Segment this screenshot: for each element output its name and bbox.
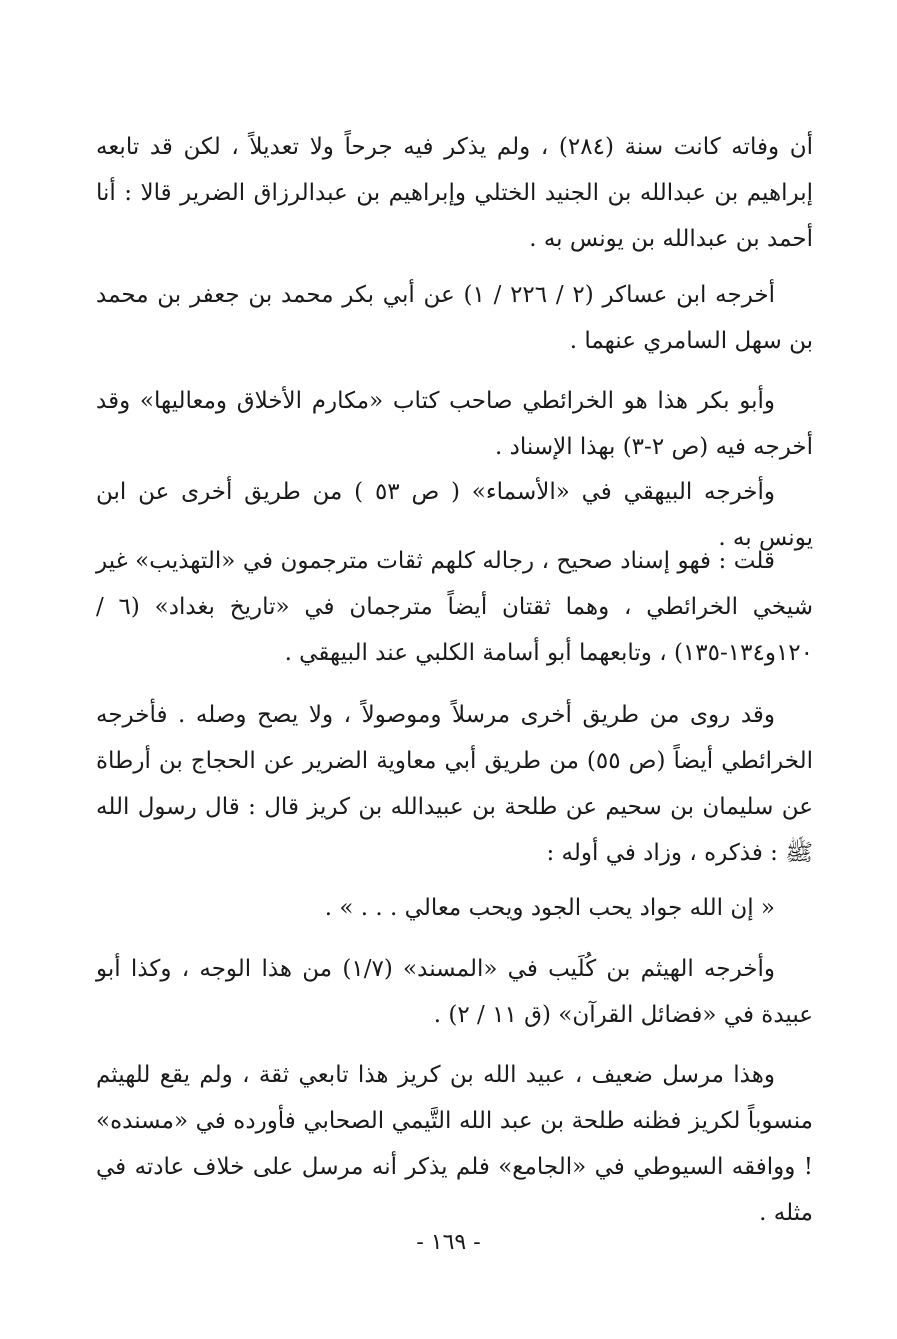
paragraph-text: وهذا مرسل ضعيف ، عبيد الله بن كريز هذا تابعي ثقة ، ولم يقع للهيثم منسوباً لكريز فظنه طلحة بن عبد الله التَّيمي الصحابي فأورده في «مسنده» ! ووافقه السيوطي في «الجامع» فلم يذكر أنه مرسل على خلاف عادته في مثله .: [96, 1062, 813, 1226]
paragraph-text: قلت : فهو إسناد صحيح ، رجاله كلهم ثقات مترجمون في «التهذيب» غير شيخي الخرائطي ، وهما ثقتان أيضاً مترجمان في «تاريخ بغداد» (٦ / ١٢٠و١٣٤-١٣٥) ، وتابعهما أبو أسامة الكلبي عند البيهقي .: [96, 548, 813, 666]
paragraph-text: وأخرجه الهيثم بن كُلَيب في «المسند» (١/٧) من هذا الوجه ، وكذا أبو عبيدة في «فضائل القرآن» (ق ١١ / ٢) .: [96, 956, 813, 1028]
paragraph-9: [96, 1052, 813, 1236]
paragraph-text: وقد روى من طريق أخرى مرسلاً وموصولاً ، ولا يصح وصله . فأخرجه الخرائطي أيضاً (ص ٥٥) من طريق أبي معاوية الضرير عن الحجاج بن أرطاة عن سليمان بن سحيم عن طلحة بن عبيدالله بن كريز قال : قال رسول الله ﷺ : فذكره ، وزاد في أوله :: [96, 702, 813, 866]
page-number: - ١٦٩ -: [416, 1230, 481, 1255]
paragraph-2: [96, 272, 813, 364]
paragraph-text: أخرجه ابن عساكر (٢ / ٢٢٦ / ١) عن أبي بكر محمد بن جعفر بن محمد بن سهل السامري عنهما .: [96, 282, 813, 354]
paragraph-text: وأخرجه البيهقي في «الأسماء» ( ص ٥٣ ) من طريق أخرى عن ابن يونس به .: [96, 479, 813, 551]
paragraph-text: أن وفاته كانت سنة (٢٨٤) ، ولم يذكر فيه جرحاً ولا تعديلاً ، لكن قد تابعه إبراهيم بن عبدالله بن الجنيد الختلي وإبراهيم بن عبدالرزاق الضرير قالا : أنا أحمد بن عبدالله بن يونس به .: [96, 134, 814, 252]
paragraph-8: [96, 946, 813, 1038]
paragraph-5: [96, 538, 813, 676]
hadith-quote: [96, 885, 813, 931]
paragraph-text: وأبو بكر هذا هو الخرائطي صاحب كتاب «مكارم الأخلاق ومعاليها» وقد أخرجه فيه (ص ٢-٣) بهذا الإسناد .: [96, 388, 813, 460]
paragraph-text: « إن الله جواد يحب الجود ويحب معالي . . . » .: [324, 895, 775, 921]
paragraph-1: [96, 124, 813, 262]
paragraph-6: [96, 692, 813, 876]
paragraph-3: [96, 378, 813, 470]
